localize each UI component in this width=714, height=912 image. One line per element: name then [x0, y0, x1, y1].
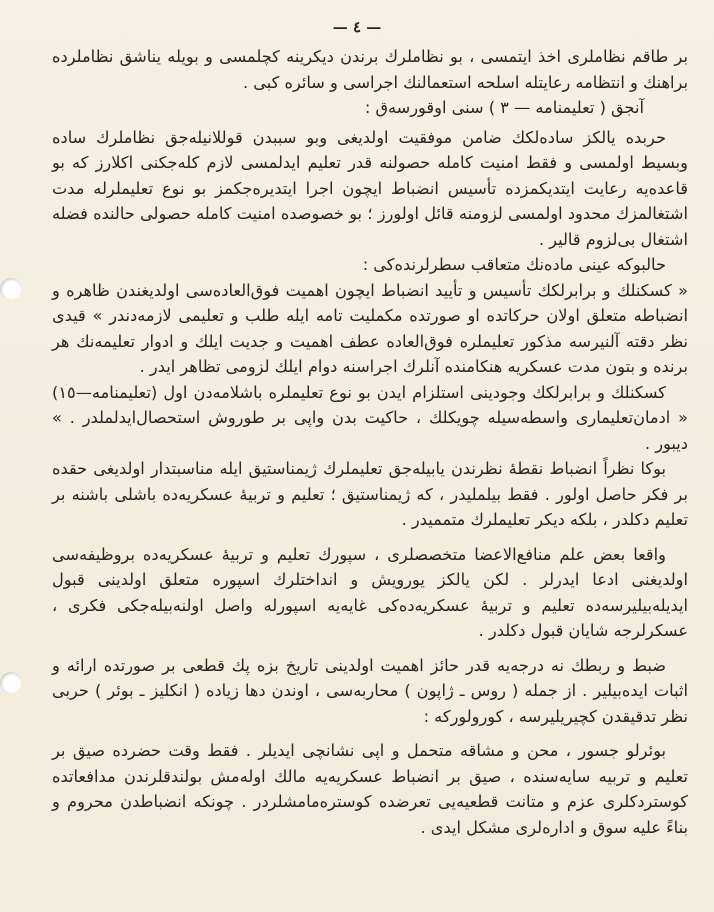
document-body — [52, 44, 688, 840]
paragraph: كسكنلك و برابرلكك وجودينى استلزام ايدن بو نوع تعليملره باشلامەدن اول (تعليمنامه—١٥) « ادمان‌تعليمارى واسطەسيله چويكلك ، حاكيت بدن واپى بر طوروش استحصال‌ايدلملدر . » ديبور . — [52, 382, 688, 453]
paragraph: بوئرلو جسور ، محن و مشاقه متحمل و اپى نشانچى ايديلر . فقط وقت حضرده صيق بر تعليم و تربيه سايەسنده ، صيق بر انضباط عسكريەيه مالك اولەمش بولندقلرندن مدافعاتده كوستردكلرى عزم و متانت قطعيەيى تعرضده كوسترەمامشلردر . چونكه انضباطدن محروم و بناءً عليه سوق و ادارەلرى مشكل ايدى . — [52, 741, 688, 837]
section-heading: آنجق ( تعليمنامه — ٣ ) سنى اوقورسەق : — [364, 98, 644, 117]
paragraph: بوكا نظراً انضباط نقطهٔ نظرندن يابيلەجق تعليملرك ژيمناستيق ايله مناسبتدار اولديغى حقده بر فكر حاصل اولور . فقط بيلمليدر ، كه ژيمناستيق ؛ تعليم و تربيهٔ عسكريەده باشلى باشنه بر تعليم دكلدر ، بلكه ديكر تعليملرك متمميدر . — [52, 459, 688, 529]
paragraph: ضبط و ربطك نه درجەيه قدر حائز اهميت اولدينى تاريخ بزه پك قطعى بر صورتده ارائه و اثبات ايدەبيلير . از جمله ( روس ـ ژاپون ) محاربەسى ، اوندن دها زياده ( انكليز ـ بوئر ) حربى نظر تدقيقدن كچيريليرسه ، كورولوركه : — [52, 655, 688, 726]
punch-hole — [0, 672, 22, 694]
punch-hole — [0, 278, 22, 300]
paragraph: حربده يالكز سادەلكك ضامن موفقيت اولديغى وبو سببدن قوللانيلەجق نظاملرك ساده وبسيط اولمسى و فقط امنيت كامله حصولنه قدر تعليم ايدلمسى لازم كلەجكنى اكلارز كه بو قاعدەيه رعايت ايتديكمزده تأسيس انضباط ايچون اجرا ايتديرەجكمز بو نوع تعليملرله مدت اشتغالمزك محدود اولمسى لزومنه قائل اولورز ؛ بو خصوصده امنيت كامله حصولى حالنده فضله اشتغال بى‌لزوم قالير . — [52, 127, 688, 249]
paragraph: بر طاقم نظاملرى اخذ ايتمسى ، بو نظاملرك برندن ديكرينه كچلمسى و بويله يناشق نظاملرده براهنك و انتظامه رعايتله اسلحه استعمالنك اجراسى و سائره كبى . — [52, 47, 688, 92]
paragraph: حالبوكه عينى مادەنك متعاقب سطرلرندەكى : — [362, 255, 666, 274]
paragraph: واقعا بعض علم منافع‌الاعضا متخصصلرى ، سپورك تعليم و تربيهٔ عسكريەده بروظيفەسى اولديغنى ادعا ايدرلر . لكن يالكز يورويش و انداختلرك اسپوره متعلق اولدينى قبول ايديلەبيليرسەده تعليم و تربيهٔ عسكريەدەكى غايەيه اسپورله واصل اولنەبيلەجكى فكرى ، عسكرلرجه شايان قبول دكلدر . — [52, 544, 688, 640]
page-number: — ٤ — — [332, 18, 382, 36]
quoted-paragraph: « كسكنلك و برابرلكك تأسيس و تأييد انضباط ايچون اهميت فوق‌العادەسى اولديغندن ظاهره و انضباطه متعلق اولان حركاتده او صورتده مكمليت تامه ايله طلب و تعليمى لازمەدندر » قيدى نظر دقته آلنيرسه مذكور تعليملره فوق‌العاده عطف اهميت و جديت ايلك و ادوار تعليمەنك هر برنده و بتون مدت عسكريه هنكامنده آنلرك اجراسنه دوام ايلك لزومى تظاهر ايدر . — [52, 280, 688, 376]
